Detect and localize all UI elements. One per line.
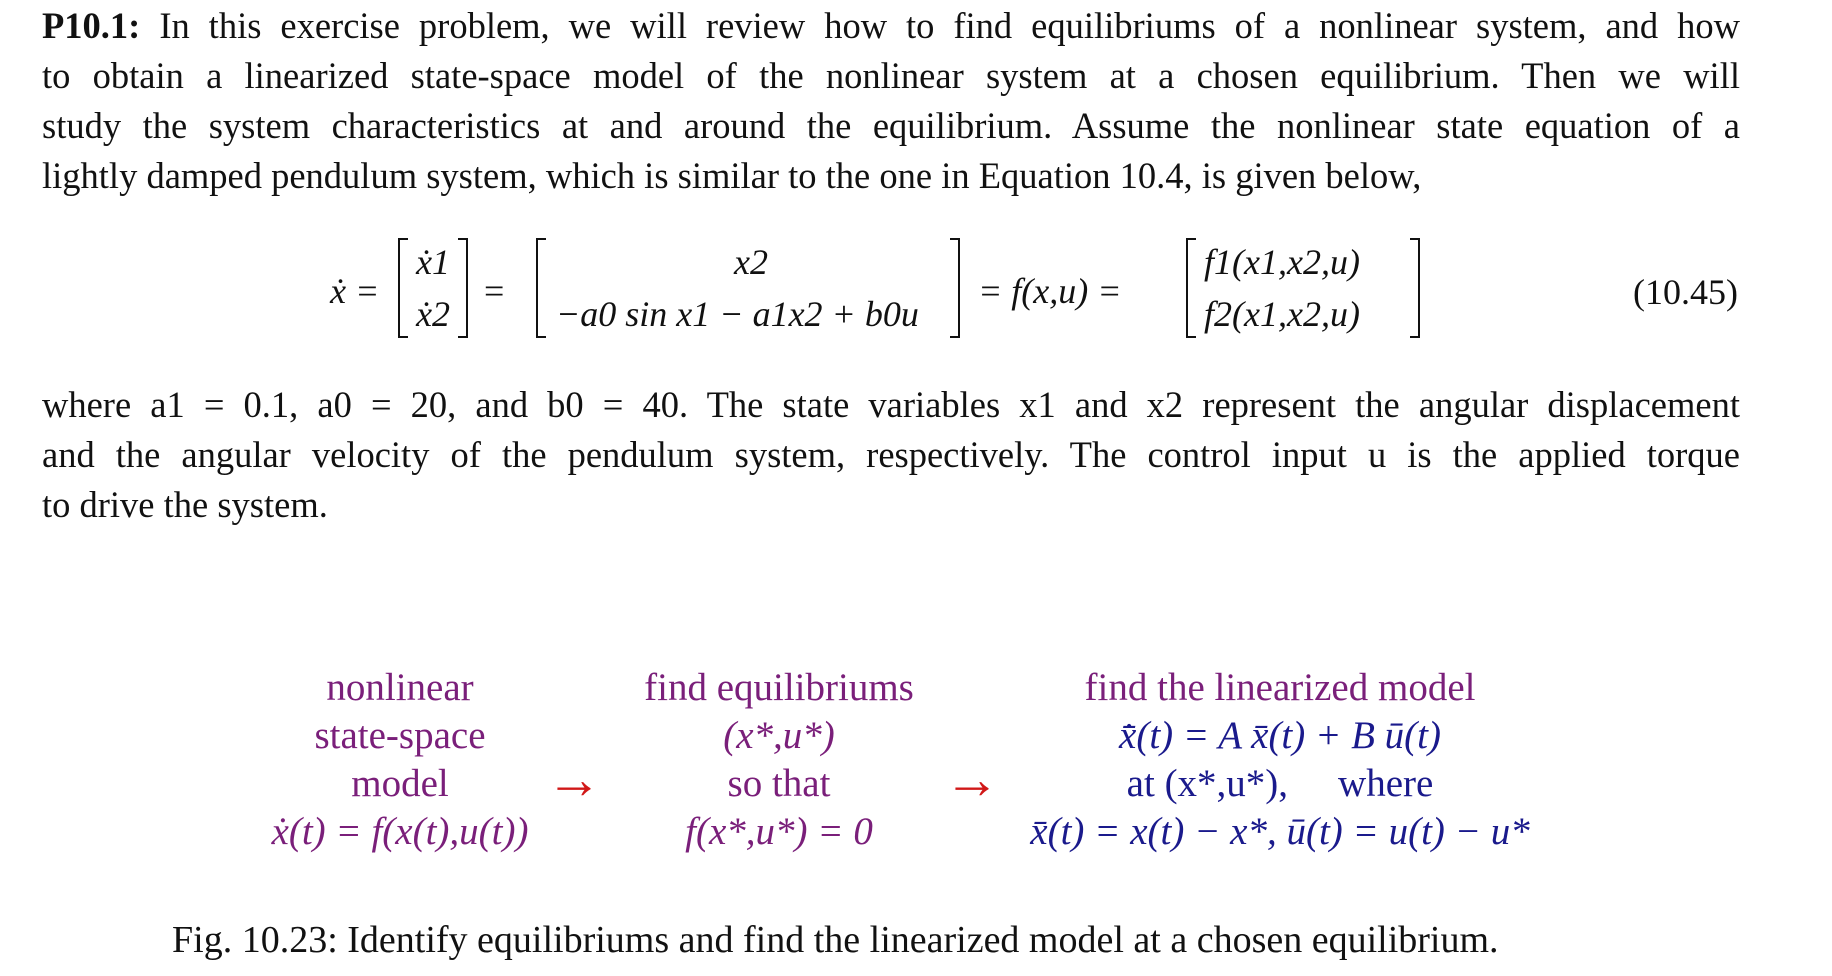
right-bracket (950, 238, 960, 338)
f2-entry: f2(x1,x2,u) (1204, 294, 1360, 334)
equation-number: (10.45) (1633, 272, 1738, 312)
equation-mid: = f(x,u) = (978, 271, 1122, 311)
figure-find-equilibriums: find equilibriums (x*,u*) so that f(x*,u*) = 0 (644, 666, 914, 853)
vector-bottom: ẋ2 (416, 294, 450, 334)
left-bracket (398, 238, 408, 338)
vector-top: ẋ1 (416, 242, 450, 282)
rhs-bottom: −a0 sin x1 − a1x2 + b0u (556, 294, 919, 334)
intro-line-3: study the system characteristics at and around the equilibrium. Assume the nonlinear state equation of a (42, 105, 1740, 146)
state-equation (0, 238, 1832, 358)
parameters-paragraph (42, 380, 1740, 530)
param-line-1: where a1 = 0.1, a0 = 20, and b0 = 40. The state variables x1 and x2 represent the angular displacement (42, 384, 1740, 425)
figure-linearized-model: find the linearized model x̄̇(t) = A x̄(t) + B ū(t) at (x*,u*), where x̄(t) = x(t) − x*, ū(t) = u(t) − u* (1030, 666, 1530, 853)
intro-line-2: to obtain a linearized state-space model of the nonlinear system at a chosen equilibrium. Then we will (42, 55, 1740, 96)
intro-line-4: lightly damped pendulum system, which is similar to the one in Equation 10.4, is given below, (42, 155, 1422, 196)
equals-sign: = (484, 271, 505, 311)
f1-entry: f1(x1,x2,u) (1204, 242, 1360, 282)
problem-label: P10.1: (42, 5, 141, 46)
flow-arrow: → (944, 749, 1000, 811)
flow-arrow: → (546, 749, 602, 811)
intro-line-1: P10.1: In this exercise problem, we will review how to find equilibriums of a nonlinear system, and how (42, 5, 1741, 46)
param-line-2: and the angular velocity of the pendulum system, respectively. The control input u is the applied torque (42, 434, 1740, 475)
left-bracket (1186, 238, 1196, 338)
right-bracket (1410, 238, 1420, 338)
problem-intro-paragraph (42, 1, 1740, 201)
rhs-top: x2 (734, 242, 768, 282)
left-bracket (536, 238, 546, 338)
param-line-3: to drive the system. (42, 484, 328, 525)
figure-caption: Fig. 10.23: Identify equilibriums and find the linearized model at a chosen equilibrium. (172, 919, 1499, 961)
right-bracket (458, 238, 468, 338)
figure-nonlinear-model: nonlinear state-space model ẋ(t) = f(x(t),u(t)) (271, 666, 529, 853)
equation-lhs: ẋ = (330, 271, 380, 311)
